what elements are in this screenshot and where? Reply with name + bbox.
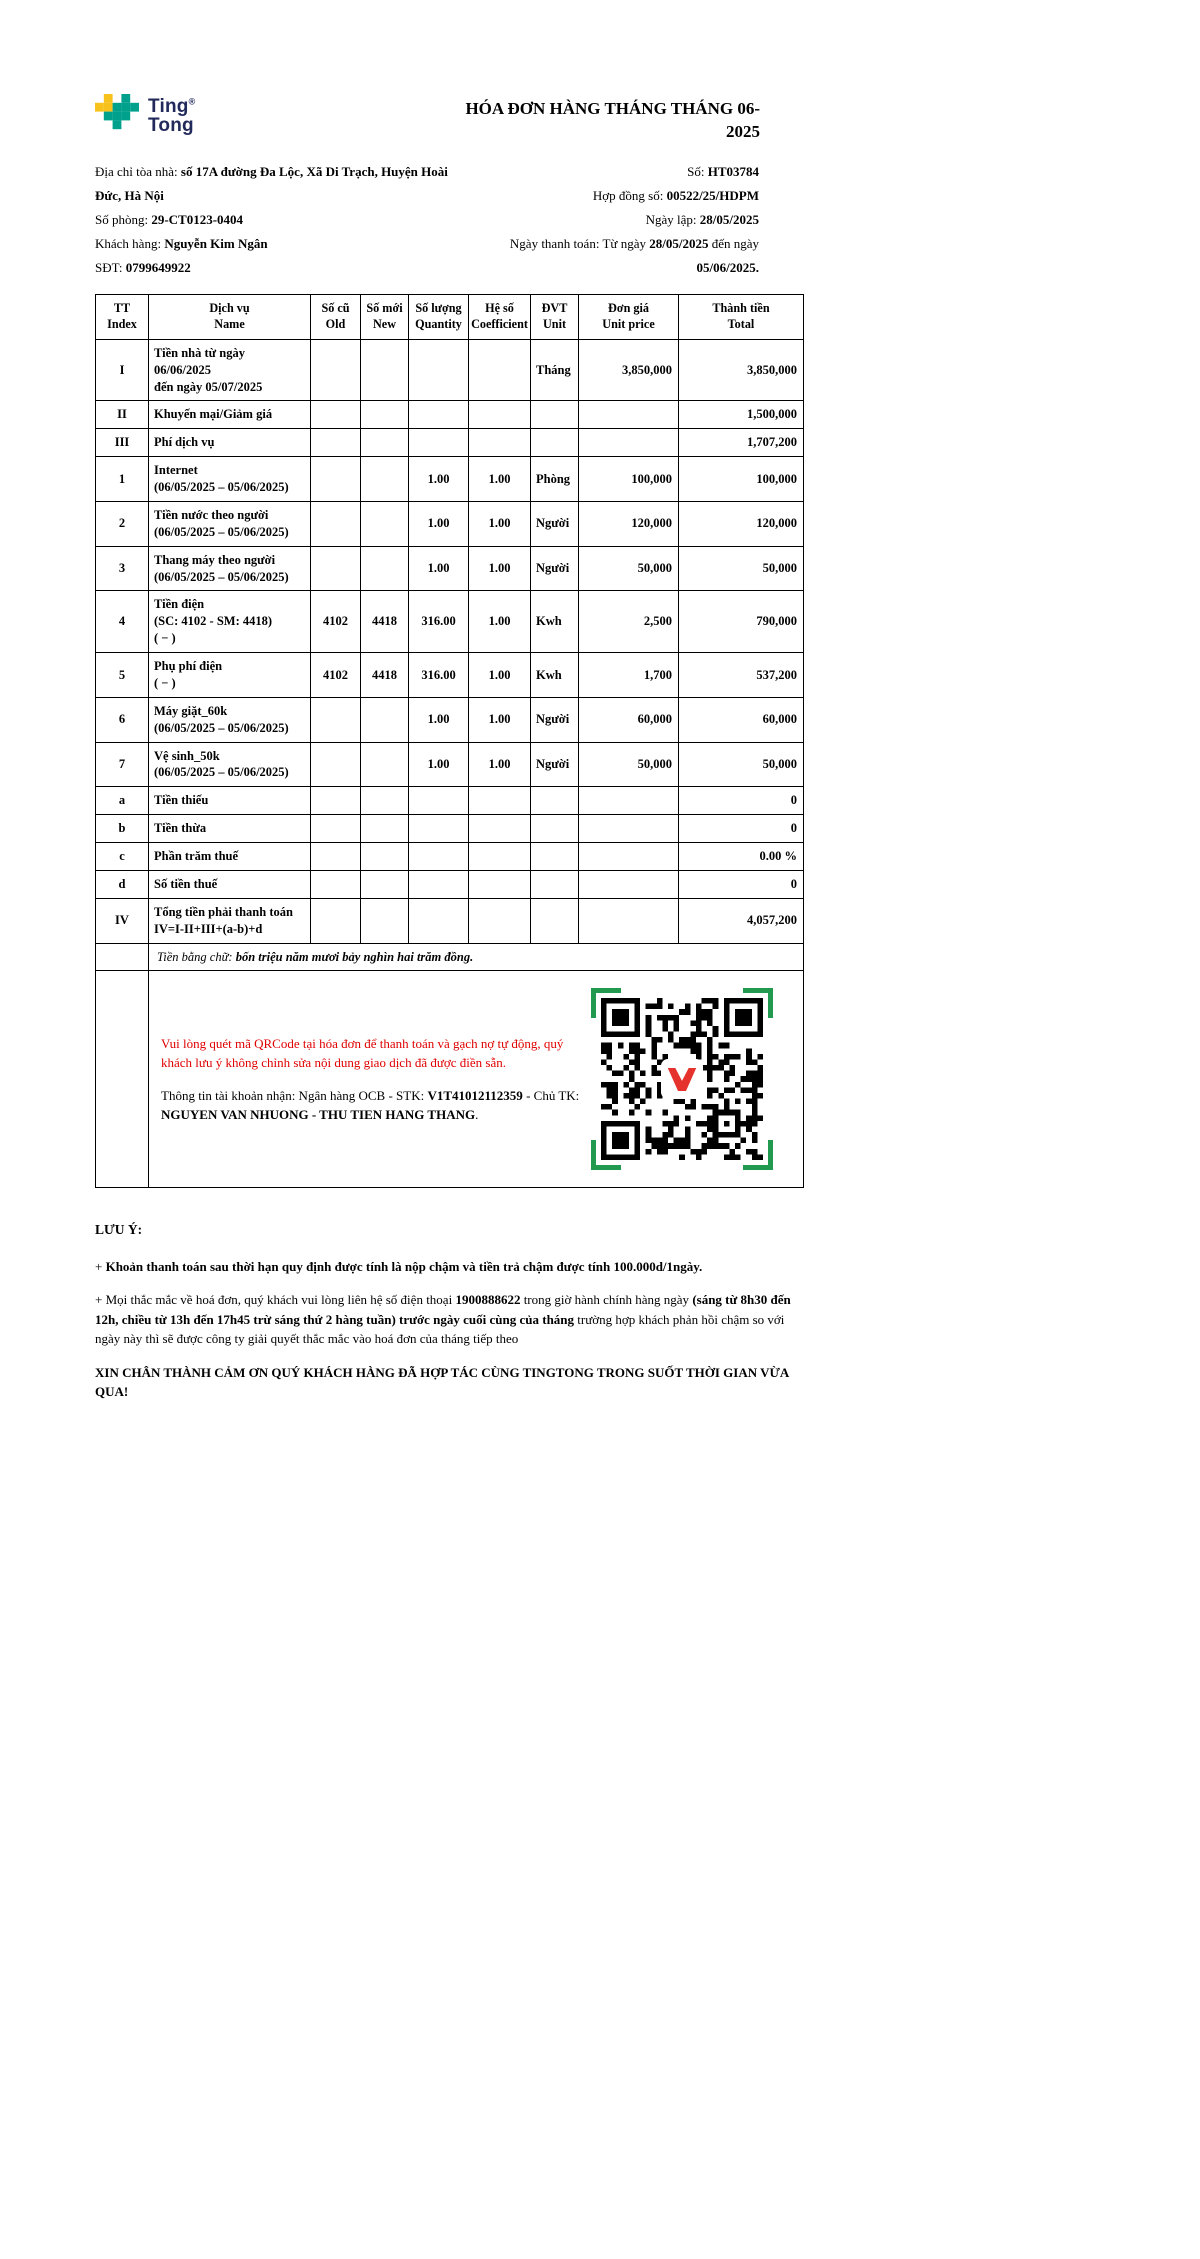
cell-coef: 1.00 (469, 742, 531, 787)
cell-new (361, 546, 409, 591)
cell-new (361, 501, 409, 546)
info-section (95, 160, 805, 280)
cell-coef (469, 339, 531, 401)
cell-qty: 1.00 (409, 697, 469, 742)
cell-total: 0 (679, 870, 804, 898)
cell-qty (409, 843, 469, 871)
cell-unit: Người (531, 501, 579, 546)
cell-price: 50,000 (579, 546, 679, 591)
cell-old (311, 843, 361, 871)
cell-idx: 1 (96, 457, 149, 502)
invoice-title (465, 90, 805, 144)
cell-old (311, 815, 361, 843)
cell-old (311, 429, 361, 457)
invoice-table (95, 294, 804, 1188)
cell-coef (469, 787, 531, 815)
cell-unit (531, 401, 579, 429)
cell-coef (469, 843, 531, 871)
invoice-row (96, 546, 804, 591)
cell-old (311, 697, 361, 742)
cell-coef: 1.00 (469, 501, 531, 546)
cell-idx: d (96, 870, 149, 898)
cell-name: Phụ phí điện ( − ) (149, 653, 311, 698)
cell-idx: c (96, 843, 149, 871)
cell-price: 60,000 (579, 697, 679, 742)
cell-coef (469, 401, 531, 429)
cell-price (579, 401, 679, 429)
cell-qty: 1.00 (409, 457, 469, 502)
cell-unit: Người (531, 697, 579, 742)
payment-instructions (159, 1034, 591, 1125)
column-header: Thành tiền Total (679, 295, 804, 340)
invoice-row (96, 591, 804, 653)
invoice-table-head-row (96, 295, 804, 340)
invoice-number: Số: HT03784 (687, 163, 759, 179)
column-header: ĐVT Unit (531, 295, 579, 340)
cell-idx: II (96, 401, 149, 429)
cell-idx: 7 (96, 742, 149, 787)
cell-total: 0 (679, 787, 804, 815)
cell-name: Tổng tiền phải thanh toán IV=I-II+III+(a-b)+d (149, 898, 311, 943)
cell-old (311, 787, 361, 815)
notes-title: LƯU Ý: (95, 1222, 143, 1238)
amount-in-words: Tiền bằng chữ: bốn triệu năm mươi bảy nghìn hai trăm đồng. (149, 943, 804, 971)
cell-new (361, 457, 409, 502)
cell-name: Internet (06/05/2025 – 05/06/2025) (149, 457, 311, 502)
cell-new (361, 401, 409, 429)
tingtong-logo (95, 94, 195, 138)
cell-coef (469, 429, 531, 457)
invoice-content (95, 90, 805, 1416)
cell-qty (409, 898, 469, 943)
cell-new (361, 815, 409, 843)
cell-idx: 3 (96, 546, 149, 591)
cell-new (361, 843, 409, 871)
cell-new (361, 787, 409, 815)
cell-coef (469, 870, 531, 898)
cell-unit: Phòng (531, 457, 579, 502)
cell-price: 2,500 (579, 591, 679, 653)
cell-name: Tiền nước theo người (06/05/2025 – 05/06/2025) (149, 501, 311, 546)
cell-coef: 1.00 (469, 653, 531, 698)
cell-name: Phần trăm thuế (149, 843, 311, 871)
cell-name: Tiền thừa (149, 815, 311, 843)
cell-total: 50,000 (679, 546, 804, 591)
cell-name: Số tiền thuế (149, 870, 311, 898)
invoice-row (96, 742, 804, 787)
cell-old (311, 339, 361, 401)
cell-old: 4102 (311, 653, 361, 698)
phone-number: SĐT: 0799649922 (95, 260, 191, 276)
column-header: Dịch vụ Name (149, 295, 311, 340)
cell-total: 0.00 % (679, 843, 804, 871)
cell-old (311, 546, 361, 591)
registered-mark: ® (188, 96, 196, 107)
cell-old: 4102 (311, 591, 361, 653)
cell-idx: a (96, 787, 149, 815)
invoice-row (96, 457, 804, 502)
cell-coef: 1.00 (469, 457, 531, 502)
cell-name: Tiền thiếu (149, 787, 311, 815)
note-late-payment: + Khoản thanh toán sau thời hạn quy định được tính là nộp chậm và tiền trả chậm được tính 100.000d/1ngày. (95, 1258, 703, 1274)
invoice-title-line-1: HÓA ĐƠN HÀNG THÁNG THÁNG 06- (465, 99, 760, 118)
cell-name: Tiền điện (SC: 4102 - SM: 4418) ( − ) (149, 591, 311, 653)
cell-price (579, 870, 679, 898)
room-number: Số phòng: 29-CT0123-0404 (95, 211, 244, 227)
cell-old (311, 501, 361, 546)
cell-unit (531, 815, 579, 843)
contract-number: Hợp đồng số: 00522/25/HDPM (592, 187, 759, 203)
note-contact: + Mọi thắc mắc về hoá đơn, quý khách vui lòng liên hệ số điện thoại 1900888622 trong giờ hành chính hàng ngày (sáng từ 8h30 đến 12h, chiều từ 13h đến 17h45 trừ sáng thứ 2 hàng tuần) trước ngày cuối cùng của tháng trường hợp khách phản hồi chậm so với ngày này thì sẽ được công ty giải quyết thắc mắc vào hoá đơn của tháng tiếp theo (95, 1292, 791, 1347)
cell-new (361, 898, 409, 943)
issue-date: Ngày lập: 28/05/2025 (645, 211, 759, 227)
cell-idx: 6 (96, 697, 149, 742)
cell-qty: 1.00 (409, 501, 469, 546)
thank-you-message: XIN CHÂN THÀNH CẢM ƠN QUÝ KHÁCH HÀNG ĐÃ HỢP TÁC CÙNG TINGTONG TRONG SUỐT THỜI GIAN VỪA QUA! (95, 1364, 789, 1400)
cell-total: 50,000 (679, 742, 804, 787)
cell-total: 100,000 (679, 457, 804, 502)
cell-old (311, 457, 361, 502)
invoice-row (96, 401, 804, 429)
invoice-row (96, 501, 804, 546)
cell-qty: 1.00 (409, 546, 469, 591)
invoice-header (95, 90, 805, 144)
cell-old (311, 742, 361, 787)
cell-new (361, 697, 409, 742)
invoice-title-line-2: 2025 (726, 121, 760, 141)
qr-code (591, 988, 773, 1170)
tingtong-logo-text (148, 97, 195, 136)
cell-price (579, 787, 679, 815)
cell-idx: III (96, 429, 149, 457)
cell-new: 4418 (361, 653, 409, 698)
cell-unit (531, 870, 579, 898)
cell-name: Phí dịch vụ (149, 429, 311, 457)
cell-coef: 1.00 (469, 697, 531, 742)
cell-total: 3,850,000 (679, 339, 804, 401)
cell-new (361, 742, 409, 787)
cell-new (361, 870, 409, 898)
cell-qty (409, 429, 469, 457)
qr-note: Vui lòng quét mã QRCode tại hóa đơn để thanh toán và gạch nợ tự động, quý khách lưu ý không chỉnh sửa nội dung giao dịch đã được điền sẵn. (161, 1035, 564, 1071)
cell-unit: Người (531, 546, 579, 591)
cell-unit: Kwh (531, 653, 579, 698)
invoice-row (96, 653, 804, 698)
cell-qty (409, 870, 469, 898)
column-header: TT Index (96, 295, 149, 340)
cell-total: 0 (679, 815, 804, 843)
invoice-row (96, 815, 804, 843)
cell-name: Tiền nhà từ ngày 06/06/2025 đến ngày 05/07/2025 (149, 339, 311, 401)
cell-new: 4418 (361, 591, 409, 653)
empty-cell (96, 971, 149, 1188)
cell-name: Máy giặt_60k (06/05/2025 – 05/06/2025) (149, 697, 311, 742)
cell-price (579, 898, 679, 943)
empty-cell (96, 943, 149, 971)
cell-unit (531, 787, 579, 815)
amount-in-words-row (96, 943, 804, 971)
cell-unit: Kwh (531, 591, 579, 653)
cell-coef: 1.00 (469, 591, 531, 653)
cell-qty (409, 787, 469, 815)
cell-idx: b (96, 815, 149, 843)
cell-old (311, 898, 361, 943)
cell-unit: Người (531, 742, 579, 787)
customer-name: Khách hàng: Nguyễn Kim Ngân (95, 236, 268, 252)
cell-qty: 1.00 (409, 742, 469, 787)
cell-price (579, 815, 679, 843)
cell-name: Khuyến mại/Giảm giá (149, 401, 311, 429)
cell-unit (531, 843, 579, 871)
cell-idx: 2 (96, 501, 149, 546)
tingtong-logo-icon (95, 94, 139, 138)
payment-date: Ngày thanh toán: Từ ngày 28/05/2025 đến ngày 05/06/2025. (509, 236, 759, 276)
invoice-row (96, 843, 804, 871)
cell-name: Vệ sinh_50k (06/05/2025 – 05/06/2025) (149, 742, 311, 787)
cell-total: 1,500,000 (679, 401, 804, 429)
cell-idx: 4 (96, 591, 149, 653)
cell-new (361, 339, 409, 401)
payment-cell (149, 971, 804, 1188)
cell-total: 790,000 (679, 591, 804, 653)
qr-logo (661, 1059, 703, 1099)
cell-price (579, 843, 679, 871)
cell-total: 120,000 (679, 501, 804, 546)
payment-qr-row (96, 971, 804, 1188)
cell-coef (469, 898, 531, 943)
cell-qty: 316.00 (409, 653, 469, 698)
column-header: Số cũ Old (311, 295, 361, 340)
cell-qty (409, 815, 469, 843)
building-address: Địa chỉ tòa nhà: số 17A đường Đa Lộc, Xã Di Trạch, Huyện Hoài Đức, Hà Nội (95, 163, 448, 203)
invoice-row (96, 339, 804, 401)
cell-unit (531, 429, 579, 457)
invoice-row (96, 898, 804, 943)
column-header: Đơn giá Unit price (579, 295, 679, 340)
cell-price (579, 429, 679, 457)
cell-total: 1,707,200 (679, 429, 804, 457)
invoice-row (96, 870, 804, 898)
cell-idx: IV (96, 898, 149, 943)
cell-coef (469, 815, 531, 843)
invoice-row (96, 697, 804, 742)
invoice-row (96, 429, 804, 457)
cell-old (311, 870, 361, 898)
cell-price: 100,000 (579, 457, 679, 502)
notes-section (95, 1220, 803, 1401)
cell-qty: 316.00 (409, 591, 469, 653)
qr-logo-v-icon (666, 1066, 698, 1093)
invoice-row (96, 787, 804, 815)
logo-word-1: Ting (148, 95, 189, 117)
account-info: Thông tin tài khoản nhận: Ngân hàng OCB - STK: V1T41012112359 - Chủ TK: NGUYEN VAN NHUONG - THU TIEN HANG THANG. (161, 1087, 580, 1123)
column-header: Hệ số Coefficient (469, 295, 531, 340)
cell-unit (531, 898, 579, 943)
cell-price: 50,000 (579, 742, 679, 787)
cell-qty (409, 401, 469, 429)
cell-price: 120,000 (579, 501, 679, 546)
cell-coef: 1.00 (469, 546, 531, 591)
cell-old (311, 401, 361, 429)
column-header: Số mới New (361, 295, 409, 340)
column-header: Số lượng Quantity (409, 295, 469, 340)
cell-total: 537,200 (679, 653, 804, 698)
invoice-meta (475, 160, 805, 280)
logo-word-2: Tong (148, 115, 194, 136)
cell-price: 1,700 (579, 653, 679, 698)
customer-info (95, 160, 475, 280)
cell-name: Thang máy theo người (06/05/2025 – 05/06/2025) (149, 546, 311, 591)
cell-total: 4,057,200 (679, 898, 804, 943)
cell-idx: I (96, 339, 149, 401)
cell-unit: Tháng (531, 339, 579, 401)
cell-qty (409, 339, 469, 401)
cell-total: 60,000 (679, 697, 804, 742)
invoice-table-body (96, 339, 804, 943)
cell-price: 3,850,000 (579, 339, 679, 401)
cell-idx: 5 (96, 653, 149, 698)
cell-new (361, 429, 409, 457)
